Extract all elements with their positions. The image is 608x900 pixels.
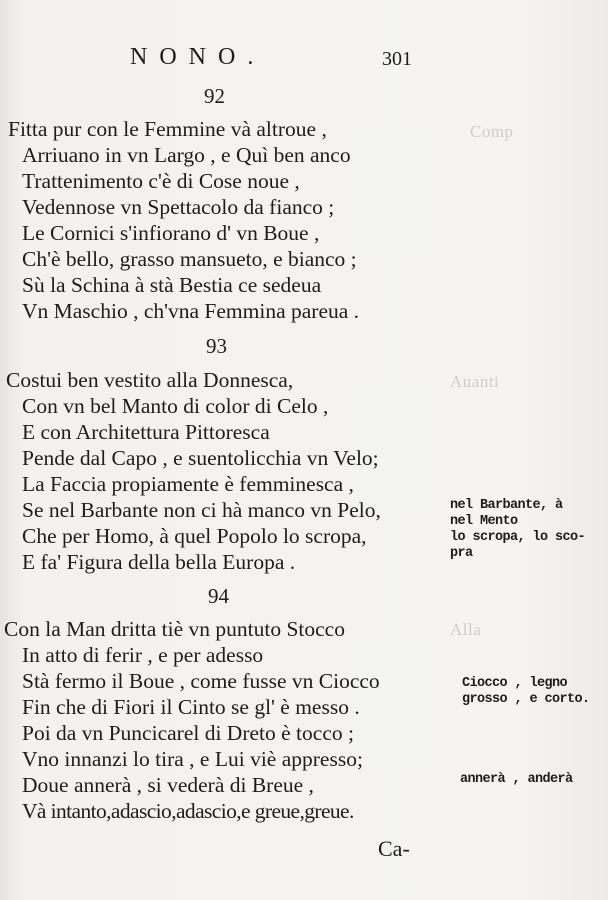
verse-line: Con vn bel Manto di color di Celo , [22, 394, 329, 418]
margin-note-line: nel Mento [450, 514, 518, 529]
bleed-through-text: Auanti [450, 372, 500, 391]
verse-line: Arriuano in vn Largo , e Quì ben anco [22, 143, 351, 167]
verse-line: Con la Man dritta tiè vn puntuto Stocco [4, 617, 345, 641]
verse-line: Vn Maschio , ch'vna Femmina pareua . [22, 299, 360, 323]
margin-note-line: Ciocco , legno [462, 676, 568, 691]
verse-line: In atto di ferir , e per adesso [22, 643, 264, 667]
verse-line: E con Architettura Pittoresca [22, 420, 270, 444]
stanza-number: 93 [206, 334, 227, 358]
margin-note-line: grosso , e corto. [462, 692, 590, 707]
verse-line: Le Cornici s'infiorano d' vn Boue , [22, 221, 320, 245]
bleed-through-text: Comp [470, 122, 514, 141]
verse-line: La Faccia propiamente è femminesca , [22, 472, 354, 496]
margin-note-line: nel Barbante, à [450, 498, 563, 513]
verse-line: E fa' Figura della bella Europa . [22, 550, 296, 574]
catchword: Ca- [378, 836, 410, 861]
bleed-through-text: Alla [450, 620, 482, 639]
stanza-number: 94 [208, 584, 229, 608]
verse-line: Se nel Barbante non ci hà manco vn Pelo, [22, 498, 381, 522]
verse-line: Và intanto,adascio,adascio,e greue,greue. [22, 799, 354, 823]
margin-note-line: annerà , anderà [460, 772, 573, 787]
margin-note [462, 676, 590, 708]
verse-line: Sù la Schina à stà Bestia ce sedeua [22, 273, 322, 297]
margin-note-line: lo scropa, lo sco- [450, 530, 586, 545]
verse-line: Trattenimento c'è di Cose noue , [22, 169, 300, 193]
verse-line: Ch'è bello, grasso mansueto, e bianco ; [22, 247, 357, 271]
verse-line: Che per Homo, à quel Popolo lo scropa, [22, 524, 367, 548]
running-title: NONO. [130, 44, 266, 70]
verse-line: Costui ben vestito alla Donnesca, [6, 368, 294, 392]
page-number: 301 [382, 48, 412, 70]
verse-line: Fin che di Fiori il Cinto se gl' è messo . [22, 695, 360, 719]
verse-line: Stà fermo il Boue , come fusse vn Ciocco [22, 669, 380, 693]
verse-line: Vno innanzi lo tira , e Lui viè appresso; [22, 747, 363, 771]
verse-line: Doue annerà , si vederà di Breue , [22, 773, 314, 797]
verse-line: Poi da vn Puncicarel di Dreto è tocco ; [22, 721, 354, 745]
verse-line: Fitta pur con le Femmine và altroue , [8, 117, 327, 141]
stanza-number: 92 [204, 84, 225, 108]
verse-line: Pende dal Capo , e suentolicchia vn Velo; [22, 446, 379, 470]
margin-note [450, 498, 585, 562]
margin-note [460, 772, 573, 788]
margin-note-line: pra [450, 546, 473, 561]
verse-line: Vedennose vn Spettacolo da fianco ; [22, 195, 335, 219]
